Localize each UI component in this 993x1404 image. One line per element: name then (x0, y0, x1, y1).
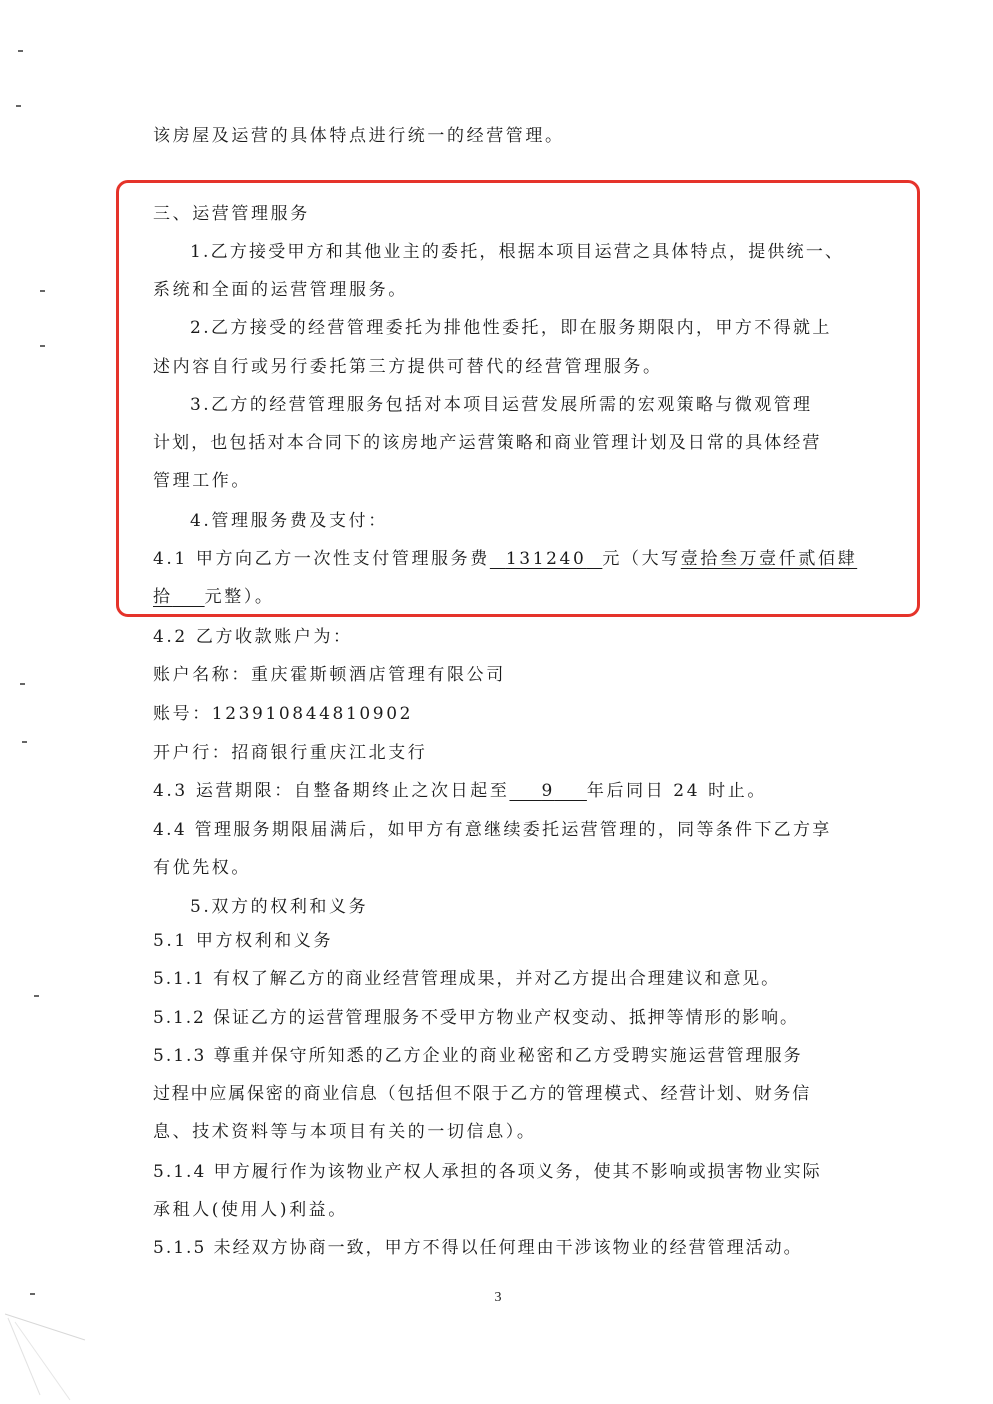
section-heading: 5.双方的权利和义务 (190, 897, 369, 917)
text-line: 2.乙方接受的经营管理委托为排他性委托，即在服务期限内，甲方不得就上 (190, 318, 832, 338)
text-line: 5.1.2 保证乙方的运营管理服务不受甲方物业产权变动、抵押等情形的影响。 (153, 1008, 799, 1028)
scan-mark (34, 995, 39, 997)
term-text: 年后同日 24 时止。 (586, 781, 767, 801)
text-line: 系统和全面的运营管理服务。 (153, 280, 408, 300)
text-line: 5.1.4 甲方履行作为该物业产权人承担的各项义务，使其不影响或损害物业实际 (153, 1162, 822, 1182)
text-line: 4.2 乙方收款账户为： (153, 627, 353, 647)
scan-mark (18, 50, 23, 52)
account-number: 账号：123910844810902 (153, 704, 414, 724)
text-line: 1.乙方接受甲方和其他业主的委托，根据本项目运营之具体特点，提供统一、 (190, 242, 845, 262)
account-name: 账户名称：重庆霍斯顿酒店管理有限公司 (153, 665, 506, 685)
scan-mark (20, 683, 25, 685)
text-line: 述内容自行或另行委托第三方提供可替代的经营管理服务。 (153, 357, 663, 377)
fee-amount-chinese: 壹拾叁万壹仟贰佰肆 (680, 549, 858, 569)
text-line: 5.1.1 有权了解乙方的商业经营管理成果，并对乙方提出合理建议和意见。 (153, 969, 781, 989)
scan-fold-mark (0, 1300, 120, 1404)
page-number: 3 (494, 1290, 502, 1305)
fee-text: 4.1 甲方向乙方一次性支付管理服务费 (153, 549, 490, 569)
text-line: 3.乙方的经营管理服务包括对本项目运营发展所需的宏观策略与微观管理 (190, 395, 813, 415)
term-text: 4.3 运营期限：自整备期终止之次日起至 (153, 781, 510, 801)
fee-line (153, 547, 857, 571)
text-line: 过程中应属保密的商业信息（包括但不限于乙方的管理模式、经营计划、财务信 (153, 1084, 811, 1104)
text-line: 计划，也包括对本合同下的该房地产运营策略和商业管理计划及日常的具体经营 (153, 433, 822, 453)
term-years: 9 (541, 781, 555, 801)
term-line (153, 779, 767, 803)
text-line: 5.1.5 未经双方协商一致，甲方不得以任何理由干涉该物业的经营管理活动。 (153, 1238, 803, 1258)
text-line: 该房屋及运营的具体特点进行统一的经营管理。 (153, 126, 565, 146)
fee-line-cont (153, 585, 275, 609)
scan-mark (40, 290, 45, 292)
text-line: 5.1.3 尊重并保守所知悉的乙方企业的商业秘密和乙方受聘实施运营管理服务 (153, 1046, 803, 1066)
text-line: 4.管理服务费及支付： (190, 511, 388, 531)
scan-mark (40, 345, 45, 347)
fee-amount-chinese: 拾 (153, 587, 173, 607)
section-heading: 三、运营管理服务 (153, 204, 310, 224)
text-line: 管理工作。 (153, 471, 251, 491)
text-line: 有优先权。 (153, 858, 251, 878)
scan-mark (30, 1293, 35, 1295)
scan-mark (22, 741, 27, 743)
scan-mark (16, 105, 21, 107)
text-line: 息、技术资料等与本项目有关的一切信息）。 (153, 1122, 537, 1142)
bank-name: 开户行：招商银行重庆江北支行 (153, 743, 428, 763)
subsection-heading: 5.1 甲方权利和义务 (153, 931, 334, 951)
fee-amount: 131240 (505, 549, 587, 569)
fee-text: 元（大写 (602, 549, 681, 569)
text-line: 4.4 管理服务期限届满后，如甲方有意继续委托运营管理的，同等条件下乙方享 (153, 820, 832, 840)
fee-text: 元整）。 (204, 587, 275, 607)
text-line: 承租人(使用人)利益。 (153, 1200, 348, 1220)
